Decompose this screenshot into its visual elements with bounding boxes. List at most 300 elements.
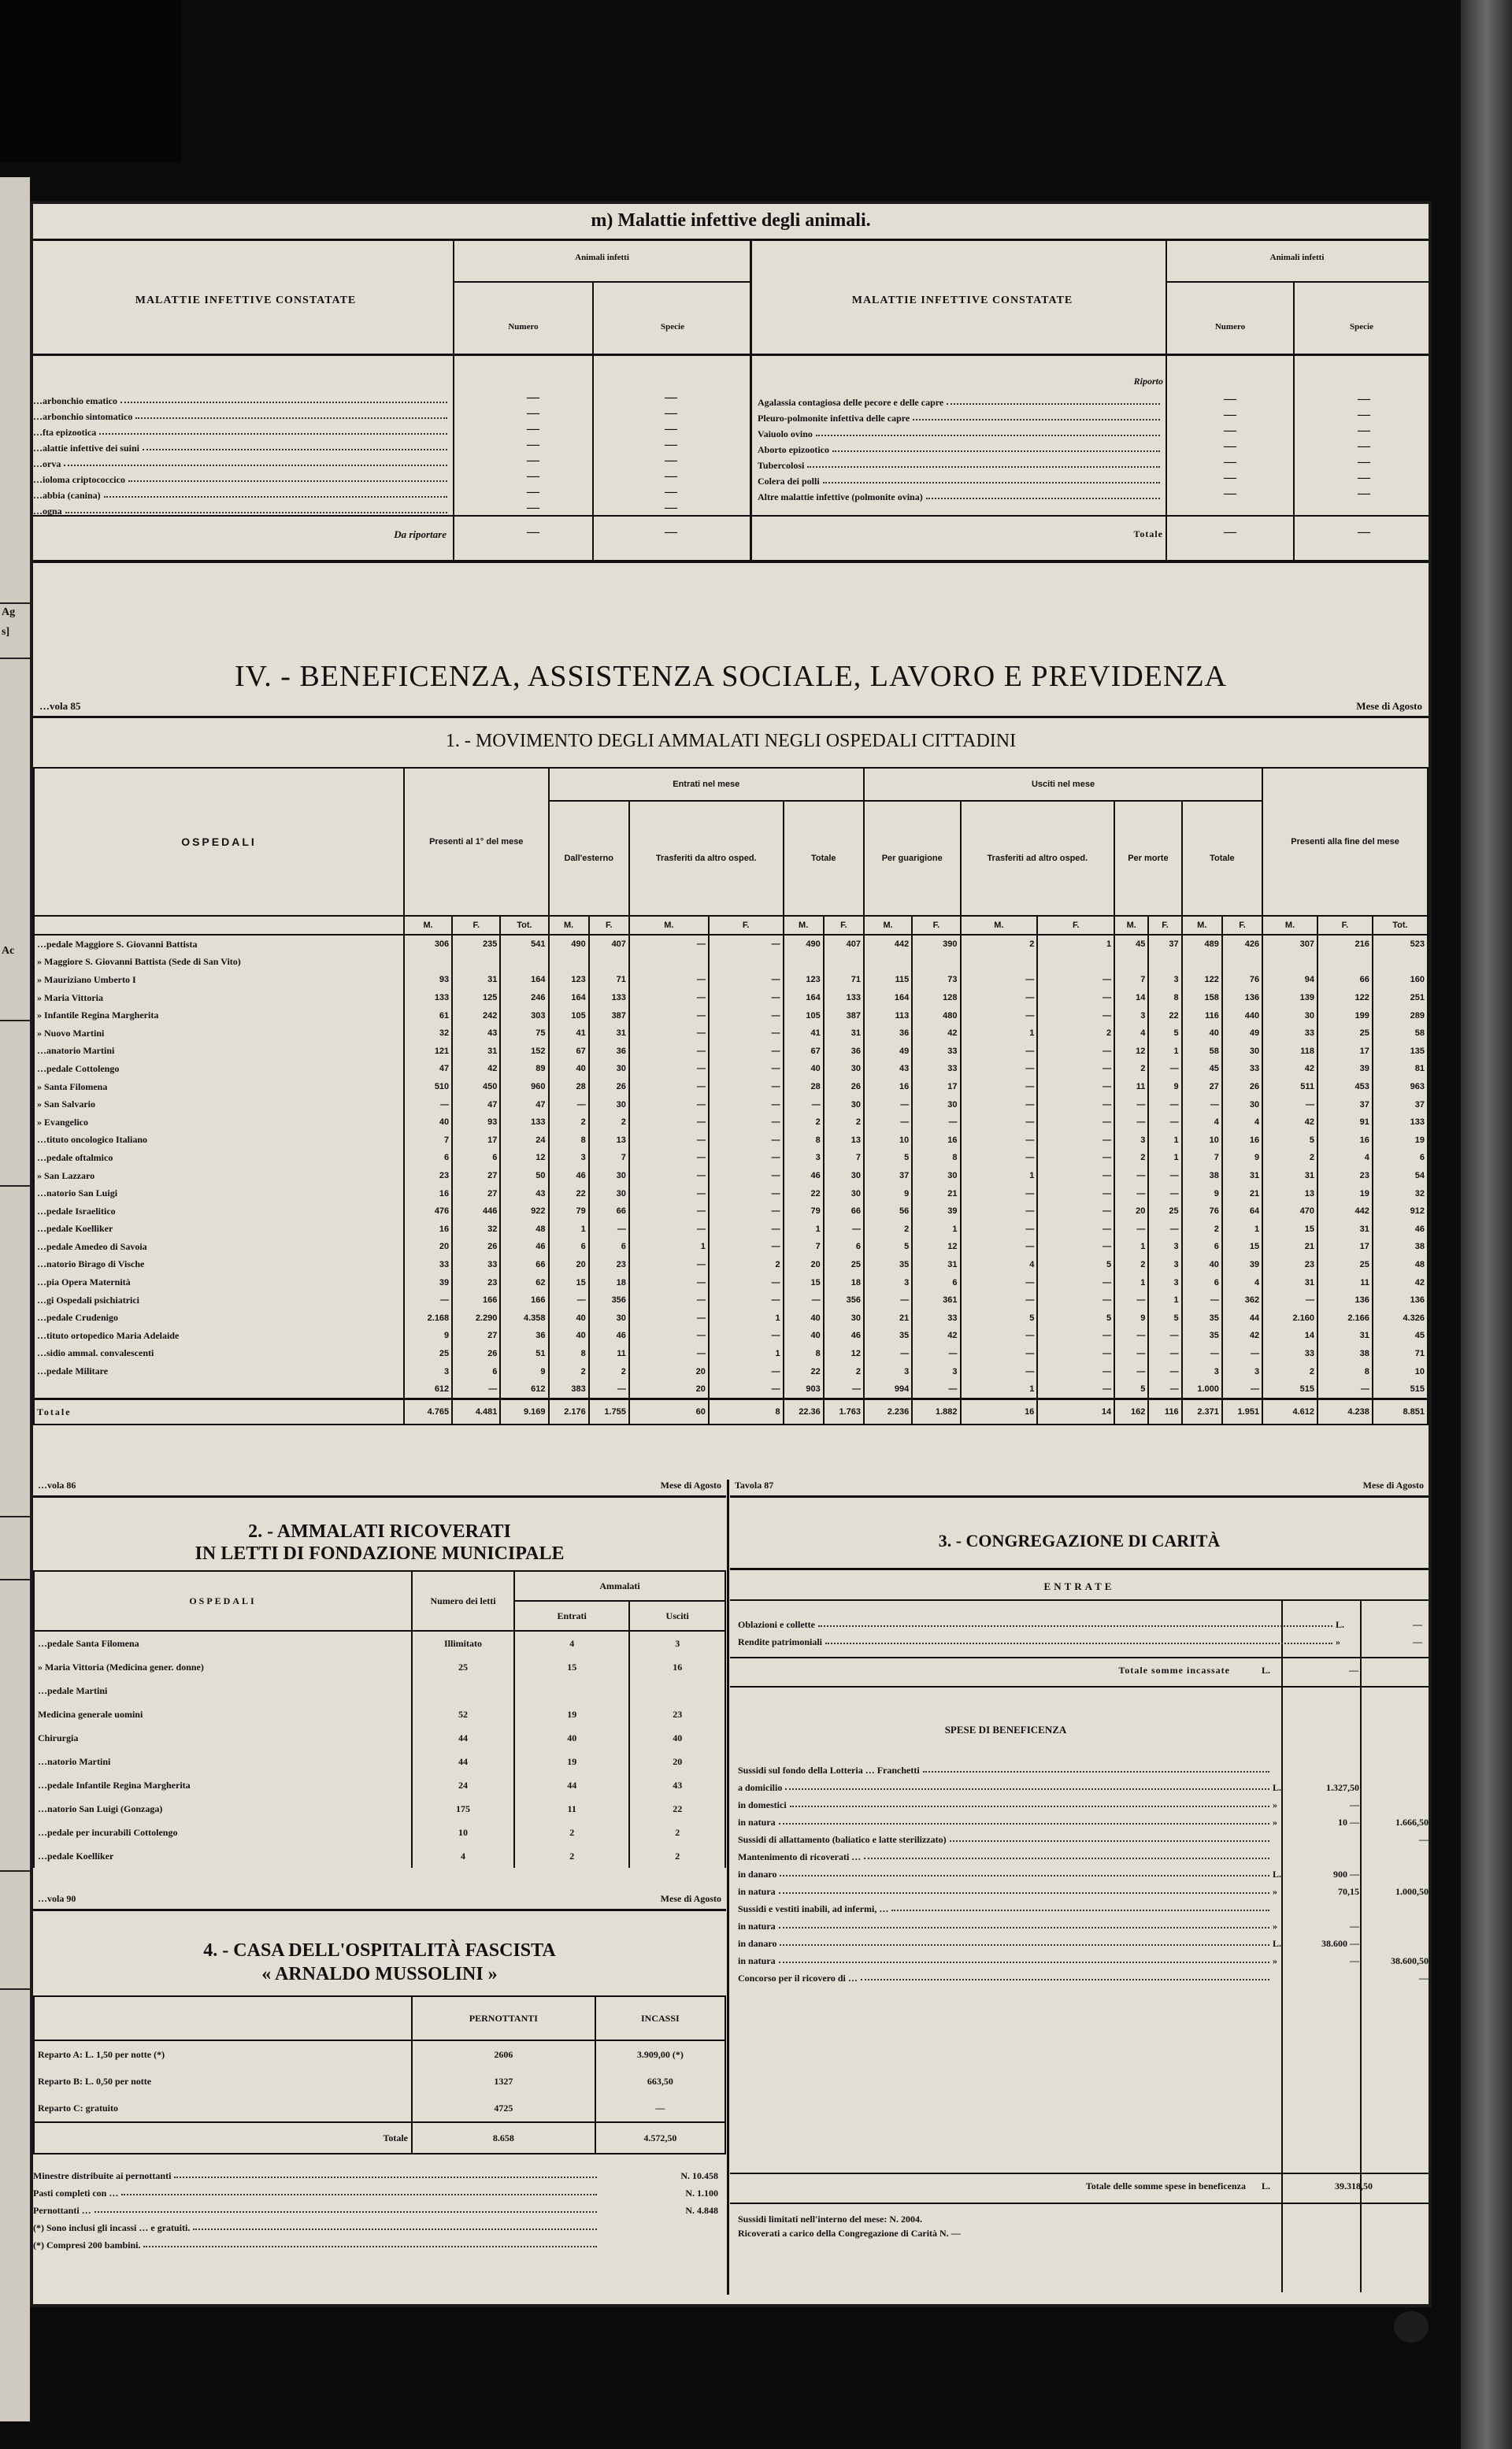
cell-value: —: [709, 1113, 784, 1132]
cell-value: 9: [1222, 1149, 1262, 1167]
total-value: 2.176: [549, 1399, 589, 1425]
cell-value: 407: [589, 935, 629, 954]
cell-value: [912, 954, 960, 972]
cell-value: [1373, 954, 1428, 972]
cell-usciti: 16: [629, 1655, 725, 1679]
col-presenti-fine: Presenti alla fine del mese: [1262, 768, 1428, 916]
cell-value: 118: [1262, 1043, 1317, 1061]
cell-value: —: [961, 1238, 1038, 1256]
cell-value: 49: [1222, 1024, 1262, 1043]
entry-row: Rendite patrimoniali » —: [738, 1636, 1422, 1647]
cell-value: —: [961, 1043, 1038, 1061]
mese-label: Mese di Agosto: [660, 1480, 721, 1491]
cell-entrati: 19: [514, 1750, 629, 1773]
cell-label: Reparto A: L. 1,50 per notte (*): [34, 2040, 412, 2068]
total-value: 1.882: [912, 1399, 960, 1425]
cell-value: 35: [864, 1327, 912, 1345]
cell-value: —: [961, 1221, 1038, 1239]
cell-value: 26: [824, 1078, 864, 1096]
table-row: [34, 1821, 725, 1844]
cell-value: —: [629, 1167, 709, 1185]
cell-value: 3: [1148, 971, 1181, 989]
cell-value: 36: [864, 1024, 912, 1043]
cell-letti: 52: [412, 1702, 514, 1726]
cell-value: 246: [500, 989, 548, 1007]
cell-value: 30: [824, 1167, 864, 1185]
cell-value: 476: [404, 1202, 452, 1221]
cell-value: —: [1114, 1345, 1148, 1363]
cell-value: —: [961, 1060, 1038, 1078]
cell-value: 26: [452, 1345, 500, 1363]
cell-value: 216: [1317, 935, 1373, 954]
cell-value: 32: [1373, 1184, 1428, 1202]
cell-value: 133: [404, 989, 452, 1007]
cell-value: —: [629, 1095, 709, 1113]
table-row: [34, 2040, 725, 2068]
table-row: [34, 989, 1428, 1007]
cell-value: 23: [1317, 1167, 1373, 1185]
cell-value: [824, 954, 864, 972]
disease-row: Colera dei polli: [758, 472, 1163, 487]
cell-value: 1: [961, 1024, 1038, 1043]
col-header: Specie: [1350, 322, 1373, 332]
cell-entrati: 19: [514, 1702, 629, 1726]
cell-value: —: [629, 1149, 709, 1167]
cell-value: 912: [1373, 1202, 1428, 1221]
table-row: [34, 1043, 1428, 1061]
cell-value: 40: [549, 1309, 589, 1327]
cell-value: —: [824, 1221, 864, 1239]
cell-value: 25: [824, 1256, 864, 1274]
cell-value: 2: [961, 935, 1038, 954]
cell-usciti: [629, 1679, 725, 1702]
col-ospedali: OSPEDALI: [34, 1571, 412, 1631]
cell-entrati: 40: [514, 1726, 629, 1750]
cell-value: 152: [500, 1043, 548, 1061]
cell-value: 22: [784, 1184, 824, 1202]
hospital-name: …sidio ammal. convalescenti: [34, 1345, 404, 1363]
cell-value: 383: [549, 1380, 589, 1399]
cell-value: 121: [404, 1043, 452, 1061]
cell-value: 6: [1182, 1238, 1222, 1256]
cell-value: 122: [1182, 971, 1222, 989]
cell-value: —: [709, 1024, 784, 1043]
cell-value: —: [1037, 1006, 1114, 1024]
cell-value: 9: [1182, 1184, 1222, 1202]
cell-value: 164: [500, 971, 548, 989]
cell-value: 16: [404, 1221, 452, 1239]
cell-value: 39: [1222, 1256, 1262, 1274]
cell-value: —: [1037, 1060, 1114, 1078]
margin-label: Ag: [2, 606, 16, 618]
cell-value: 6: [1373, 1149, 1428, 1167]
note: Ricoverati a carico della Congregazione di Carità N. —: [738, 2228, 961, 2239]
total-value: 60: [629, 1399, 709, 1425]
cell-entrati: 44: [514, 1773, 629, 1797]
total-value: 4.612: [1262, 1399, 1317, 1425]
cell-value: 46: [589, 1327, 629, 1345]
cell-name: » Maria Vittoria (Medicina gener. donne): [34, 1655, 412, 1679]
cell-value: 4: [1222, 1273, 1262, 1291]
cell-value: 8: [784, 1345, 824, 1363]
cell-value: —: [961, 1095, 1038, 1113]
cell-pern: 4725: [412, 2095, 595, 2122]
mf-label: M.: [1262, 916, 1317, 935]
disease-row: …ioloma criptococcico: [33, 470, 450, 486]
cell-value: 79: [784, 1202, 824, 1221]
cell-value: 73: [912, 971, 960, 989]
mese-label: Mese di Agosto: [660, 1893, 721, 1904]
cell-value: 6: [1182, 1273, 1222, 1291]
cell-value: 10: [1373, 1362, 1428, 1380]
cell-value: 105: [784, 1006, 824, 1024]
hospital-name: » Mauriziano Umberto I: [34, 971, 404, 989]
cell-value: 66: [589, 1202, 629, 1221]
cell-value: 42: [452, 1060, 500, 1078]
cell-value: 17: [912, 1078, 960, 1096]
table-row: [34, 2068, 725, 2095]
total-dash: —: [527, 525, 539, 539]
cell-value: —: [1148, 1221, 1181, 1239]
cell-usciti: 23: [629, 1702, 725, 1726]
cell-value: 30: [1222, 1043, 1262, 1061]
hospital-name: » Nuovo Martini: [34, 1024, 404, 1043]
mf-label: F.: [452, 916, 500, 935]
cell-value: 50: [500, 1167, 548, 1185]
cell-value: 20: [404, 1238, 452, 1256]
cell-value: [629, 954, 709, 972]
table-row: [34, 1750, 725, 1773]
table-row: [34, 1060, 1428, 1078]
mf-label: F.: [912, 916, 960, 935]
spese-heading: SPESE DI BENEFICENZA: [944, 1724, 1067, 1736]
cell-value: —: [1148, 1380, 1181, 1399]
cell-usciti: 22: [629, 1797, 725, 1821]
table-row: [34, 1006, 1428, 1024]
cell-value: 12: [1114, 1043, 1148, 1061]
cell-value: 21: [912, 1184, 960, 1202]
cell-value: [404, 954, 452, 972]
cell-value: 46: [824, 1327, 864, 1345]
mf-label: M.: [404, 916, 452, 935]
col-entrati: Entrati nel mese: [549, 768, 864, 801]
cell-value: 2: [824, 1362, 864, 1380]
hospital-name: » Maggiore S. Giovanni Battista (Sede di San Vito): [34, 954, 404, 972]
cell-value: —: [1148, 1113, 1181, 1132]
cell-value: 33: [912, 1043, 960, 1061]
cell-value: 903: [784, 1380, 824, 1399]
cell-value: 27: [452, 1167, 500, 1185]
cell-value: 36: [500, 1327, 548, 1345]
cell-value: —: [709, 1362, 784, 1380]
cell-value: 76: [1182, 1202, 1222, 1221]
table-row: [34, 1273, 1428, 1291]
cell-value: 4: [961, 1256, 1038, 1274]
cell-value: 2: [589, 1362, 629, 1380]
cell-value: 470: [1262, 1202, 1317, 1221]
cell-value: 25: [1148, 1202, 1181, 1221]
cell-value: 158: [1182, 989, 1222, 1007]
cell-value: —: [629, 971, 709, 989]
cell-value: 20: [784, 1256, 824, 1274]
cell-usciti: 2: [629, 1821, 725, 1844]
cell-value: —: [961, 989, 1038, 1007]
section-title: m) Malattie infettive degli animali.: [591, 210, 871, 231]
cell-value: 30: [824, 1095, 864, 1113]
table-row: [34, 1309, 1428, 1327]
cell-value: 23: [404, 1167, 452, 1185]
cell-letti: 175: [412, 1797, 514, 1821]
cell-value: —: [912, 1113, 960, 1132]
cell-value: —: [709, 971, 784, 989]
table-row: [34, 1167, 1428, 1185]
cell-letti: 4: [412, 1844, 514, 1868]
cell-name: Medicina generale uomini: [34, 1702, 412, 1726]
cell-value: 453: [1317, 1078, 1373, 1096]
cell-letti: 44: [412, 1750, 514, 1773]
hospital-name: » Santa Filomena: [34, 1078, 404, 1096]
total-value: 14: [1037, 1399, 1114, 1425]
cell-value: [961, 954, 1038, 972]
cell-value: 480: [912, 1006, 960, 1024]
disease-row: …abbia (canina): [33, 486, 450, 502]
numero-dashes: — — — — — — — —: [527, 391, 539, 514]
cell-value: —: [709, 1221, 784, 1239]
cell-value: —: [709, 1167, 784, 1185]
entrate-heading: ENTRATE: [1043, 1580, 1115, 1592]
spese-list: [738, 1759, 1429, 1984]
cell-usciti: 43: [629, 1773, 725, 1797]
disease-row: …arbonchio ematico: [33, 391, 450, 407]
cell-value: 47: [500, 1095, 548, 1113]
cell-value: 8: [912, 1149, 960, 1167]
hospital-name: …pia Opera Maternità: [34, 1273, 404, 1291]
cell-value: 303: [500, 1006, 548, 1024]
cell-value: 31: [1262, 1273, 1317, 1291]
cell-value: 47: [404, 1060, 452, 1078]
cell-value: —: [629, 989, 709, 1007]
mf-subheader-row: [34, 916, 1428, 935]
cell-value: 25: [404, 1345, 452, 1363]
cell-value: 38: [1317, 1345, 1373, 1363]
cell-value: 10: [864, 1132, 912, 1150]
cell-value: —: [709, 1238, 784, 1256]
mf-label: Tot.: [500, 916, 548, 935]
cell-value: 67: [784, 1043, 824, 1061]
cell-value: 39: [404, 1273, 452, 1291]
entry-row: in natura » — 38.600,50: [738, 1955, 1429, 1966]
cell-value: 33: [1222, 1060, 1262, 1078]
cell-value: 6: [452, 1149, 500, 1167]
margin-label: s]: [2, 626, 10, 638]
cell-value: 51: [500, 1345, 548, 1363]
cell-value: 16: [404, 1184, 452, 1202]
cell-value: 541: [500, 935, 548, 954]
cell-value: —: [1262, 1291, 1317, 1310]
cell-value: 94: [1262, 971, 1317, 989]
cell-value: 489: [1182, 935, 1222, 954]
cell-value: —: [1037, 1149, 1114, 1167]
cell-value: 32: [404, 1024, 452, 1043]
cell-value: 28: [784, 1078, 824, 1096]
da-riportare-label: Da riportare: [394, 528, 447, 540]
cell-value: 515: [1262, 1380, 1317, 1399]
cell-value: 123: [549, 971, 589, 989]
cell-value: 7: [404, 1132, 452, 1150]
cell-value: —: [864, 1345, 912, 1363]
cell-value: —: [629, 1327, 709, 1345]
cell-value: 963: [1373, 1078, 1428, 1096]
total-row: [34, 2122, 725, 2154]
cell-value: —: [1222, 1380, 1262, 1399]
cell-value: 8: [549, 1132, 589, 1150]
cell-value: —: [709, 1149, 784, 1167]
cell-value: 2: [1114, 1256, 1148, 1274]
cell-value: 43: [864, 1060, 912, 1078]
total-value: 162: [1114, 1399, 1148, 1425]
cell-value: —: [549, 1291, 589, 1310]
table-row: [34, 1256, 1428, 1274]
cell-value: 35: [1182, 1309, 1222, 1327]
cell-value: —: [784, 1095, 824, 1113]
cell-value: 1.000: [1182, 1380, 1222, 1399]
cell-value: —: [1114, 1327, 1148, 1345]
disease-row: Vaiuolo ovino: [758, 424, 1163, 440]
hospital-name: …pedale Koelliker: [34, 1221, 404, 1239]
cell-value: 2: [1262, 1149, 1317, 1167]
disease-row: Agalassia contagiosa delle pecore e delle capre: [758, 393, 1163, 409]
table-row: [34, 1202, 1428, 1221]
footnote-row: Pasti completi con … N. 1.100: [33, 2188, 718, 2199]
cell-value: 12: [500, 1149, 548, 1167]
total-value: 4.238: [1317, 1399, 1373, 1425]
cell-value: 41: [549, 1024, 589, 1043]
cell-value: 33: [452, 1256, 500, 1274]
cell-value: —: [1114, 1221, 1148, 1239]
cell-value: —: [1182, 1095, 1222, 1113]
cell-value: 40: [404, 1113, 452, 1132]
hospital-name: …pedale oftalmico: [34, 1149, 404, 1167]
disease-row: Aborto epizootico: [758, 440, 1163, 456]
cell-value: 122: [1317, 989, 1373, 1007]
cell-value: —: [961, 1132, 1038, 1150]
cell-value: —: [961, 1273, 1038, 1291]
total-value: 116: [1148, 1399, 1181, 1425]
cell-value: 8: [549, 1345, 589, 1363]
cell-value: —: [452, 1380, 500, 1399]
total-dash: —: [1358, 525, 1370, 539]
cell-value: —: [1182, 1291, 1222, 1310]
cell-value: 30: [824, 1309, 864, 1327]
entry-row: Sussidi e vestiti inabili, ad infermi, …: [738, 1898, 1429, 1915]
cell-value: 67: [549, 1043, 589, 1061]
cell-usciti: 3: [629, 1631, 725, 1655]
col-entrati: Entrati: [514, 1601, 629, 1631]
cell-value: 7: [1114, 971, 1148, 989]
entry-row: a domicilio L. 1.327,50: [738, 1782, 1359, 1793]
cell-value: —: [629, 1291, 709, 1310]
cell-value: 46: [784, 1167, 824, 1185]
cell-value: 442: [864, 935, 912, 954]
cell-value: 46: [1373, 1221, 1428, 1239]
cell-value: —: [709, 935, 784, 954]
cell-name: …natorio San Luigi (Gonzaga): [34, 1797, 412, 1821]
cell-value: 40: [1182, 1256, 1222, 1274]
cell-value: 20: [629, 1362, 709, 1380]
cell-value: 356: [824, 1291, 864, 1310]
total-label: Totale: [34, 1399, 404, 1425]
cell-value: 164: [549, 989, 589, 1007]
table-row: [34, 1362, 1428, 1380]
col-totale-usciti: Totale: [1182, 801, 1262, 916]
facing-page-fragment: [0, 177, 30, 2421]
cell-value: 3: [864, 1362, 912, 1380]
cell-value: —: [1114, 1113, 1148, 1132]
cell-usciti: 20: [629, 1750, 725, 1773]
cell-value: 41: [784, 1024, 824, 1043]
cell-value: —: [784, 1291, 824, 1310]
cell-value: —: [404, 1095, 452, 1113]
scan-right-edge: [1461, 0, 1512, 2449]
cell-value: 15: [1262, 1221, 1317, 1239]
total-cell: 4.572,50: [595, 2122, 725, 2154]
table-row: [34, 1380, 1428, 1399]
col-header: Specie: [661, 322, 684, 332]
section-ammalati-ricoverati: [33, 1480, 726, 1921]
cell-value: 37: [1317, 1095, 1373, 1113]
cell-value: 40: [784, 1327, 824, 1345]
cell-value: —: [629, 1273, 709, 1291]
cell-entrati: 11: [514, 1797, 629, 1821]
hospital-name: …tituto oncologico Italiano: [34, 1132, 404, 1150]
cell-value: 23: [589, 1256, 629, 1274]
cell-value: 4: [1182, 1113, 1222, 1132]
table-row: [34, 1679, 725, 1702]
cell-value: —: [629, 1132, 709, 1150]
cell-value: 33: [912, 1060, 960, 1078]
cell-value: —: [709, 1380, 784, 1399]
cell-value: 66: [500, 1256, 548, 1274]
cell-value: 2: [1114, 1060, 1148, 1078]
cell-value: 9: [1148, 1078, 1181, 1096]
cell-name: …pedale per incurabili Cottolengo: [34, 1821, 412, 1844]
mese-label: Mese di Agosto: [1356, 700, 1422, 712]
cell-value: 1: [1114, 1273, 1148, 1291]
cell-value: 1: [1114, 1238, 1148, 1256]
cell-value: —: [1037, 1345, 1114, 1363]
cell-value: 9: [1114, 1309, 1148, 1327]
cell-value: 26: [452, 1238, 500, 1256]
cell-value: —: [589, 1380, 629, 1399]
cell-value: 11: [1317, 1273, 1373, 1291]
cell-value: 3: [784, 1149, 824, 1167]
cell-value: —: [912, 1345, 960, 1363]
col-trasferiti-da: Trasferiti da altro osped.: [629, 801, 784, 916]
mf-label: F.: [709, 916, 784, 935]
hospital-name: » Infantile Regina Margherita: [34, 1006, 404, 1024]
section-title: IN LETTI DI FONDAZIONE MUNICIPALE: [195, 1543, 565, 1564]
cell-entrati: 2: [514, 1821, 629, 1844]
note: Sussidi limitati nell'interno del mese: N. 2004.: [738, 2214, 922, 2225]
cell-value: [784, 954, 824, 972]
hospital-name: » Evangelico: [34, 1113, 404, 1132]
cell-value: 27: [1182, 1078, 1222, 1096]
cell-value: 4: [1317, 1149, 1373, 1167]
cell-value: 66: [824, 1202, 864, 1221]
cell-value: 490: [549, 935, 589, 954]
cell-value: —: [961, 1078, 1038, 1096]
cell-value: —: [1317, 1380, 1373, 1399]
